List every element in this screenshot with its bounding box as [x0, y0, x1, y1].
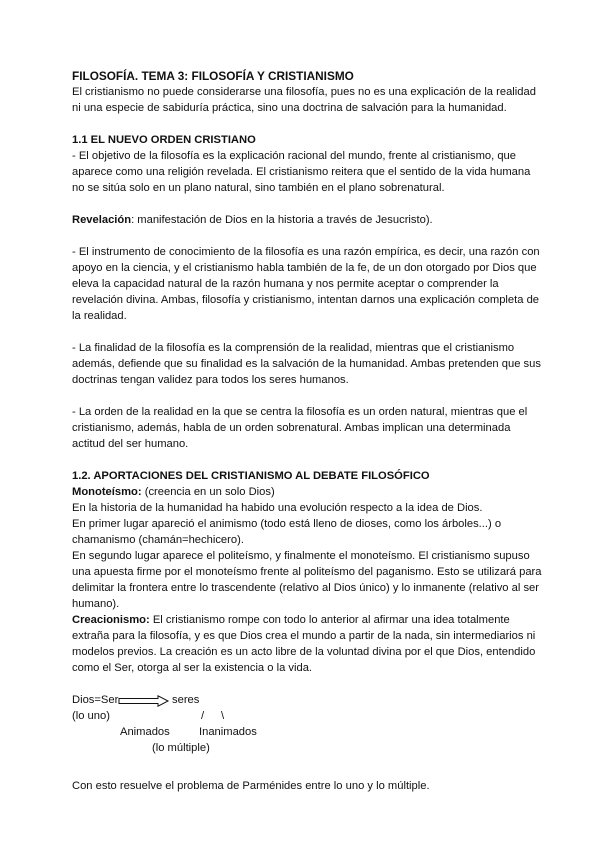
double-arrow-icon — [118, 695, 170, 707]
revelacion-term: Revelación — [72, 214, 132, 226]
diagram-slash: / — [201, 710, 205, 722]
conclusion-paragraph: Con esto resuelve el problema de Parménides entre lo uno y lo múltiple. — [72, 780, 430, 792]
monoteismo-text: (creencia en un solo Dios) — [141, 486, 275, 498]
diagram-seres: seres — [172, 694, 200, 706]
section-2-line-3: En segundo lugar aparece el politeísmo, y finalmente el monoteísmo. El cristianismo supuso una apuesta firme por el monoteísmo frente al politeísmo del paganismo. Esto se utilizará para delimitar la frontera entre lo trascendente (relativo al Dios único) y lo inmanente (relativo al ser humano). — [72, 550, 542, 610]
creacionismo-text: El cristianismo rompe con todo lo anterior al afirmar una idea totalmente extraña para la filosofía, y es que Dios crea el mundo a partir de la nada, sin intermediarios ni modelos previos. La creación es un acto libre de la voluntad divina por el que Dios, entendido como el Ser, otorga al ser la existencia o la vida. — [72, 614, 536, 674]
creation-diagram — [72, 692, 542, 762]
section-1-heading: 1.1 EL NUEVO ORDEN CRISTIANO — [72, 134, 256, 146]
creacionismo-term: Creacionismo: — [72, 614, 150, 626]
revelacion-definition — [72, 212, 542, 228]
section-2-line-2: En primer lugar apareció el animismo (todo está lleno de dioses, como los árboles...) o chamanismo (chamán=hechicero). — [72, 518, 502, 546]
monoteismo-term: Monoteísmo: — [72, 486, 142, 498]
section-1-paragraph-3: - La finalidad de la filosofía es la comprensión de la realidad, mientras que el cristianismo además, defiende que su finalidad es la salvación de la humanidad. Ambas pretenden que sus doctrinas tengan validez para todos los seres humanos. — [72, 342, 541, 386]
intro-paragraph: El cristianismo no puede considerarse una filosofía, pues no es una explicación de la realidad ni una especie de sabiduría práctica, sino una doctrina de salvación para la humanidad. — [72, 86, 536, 114]
diagram-backslash: \ — [221, 710, 225, 722]
monoteismo-line — [72, 484, 542, 500]
section-2-heading: 1.2. APORTACIONES DEL CRISTIANISMO AL DEBATE FILOSÓFICO — [72, 470, 430, 482]
diagram-animados: Animados — [120, 726, 170, 738]
document-page — [72, 68, 542, 794]
section-1-paragraph-2: - El instrumento de conocimiento de la filosofía es una razón empírica, es decir, una razón con apoyo en la ciencia, y el cristianismo habla también de la fe, de un don otorgado por Dios que eleva la capacidad natural de la razón humana y nos permite aceptar o comprender la revelación divina. Ambas, filosofía y cristianismo, intentan darnos una explicación completa de la realidad. — [72, 246, 540, 322]
creacionismo-paragraph — [72, 612, 542, 676]
diagram-lo-multiple: (lo múltiple) — [152, 742, 210, 754]
revelacion-text: : manifestación de Dios en la historia a través de Jesucristo). — [131, 214, 433, 226]
diagram-lo-uno: (lo uno) — [72, 710, 110, 722]
document-title: FILOSOFÍA. TEMA 3: FILOSOFÍA Y CRISTIANISMO — [72, 69, 354, 83]
section-1-paragraph-1: - El objetivo de la filosofía es la explicación racional del mundo, frente al cristianismo, que aparece como una religión revelada. El cristianismo reitera que el sentido de la vida humana no se sitúa solo en un plano natural, sino también en el plano sobrenatural. — [72, 150, 531, 194]
diagram-dios-ser: Dios=Ser — [72, 694, 119, 706]
diagram-inanimados: Inanimados — [199, 726, 257, 738]
section-1-paragraph-4: - La orden de la realidad en la que se centra la filosofía es un orden natural, mientras que el cristianismo, además, habla de un orden sobrenatural. Ambas implican una determinada actitud del ser humano. — [72, 406, 528, 450]
section-2-line-1: En la historia de la humanidad ha habido una evolución respecto a la idea de Dios. — [72, 502, 483, 514]
